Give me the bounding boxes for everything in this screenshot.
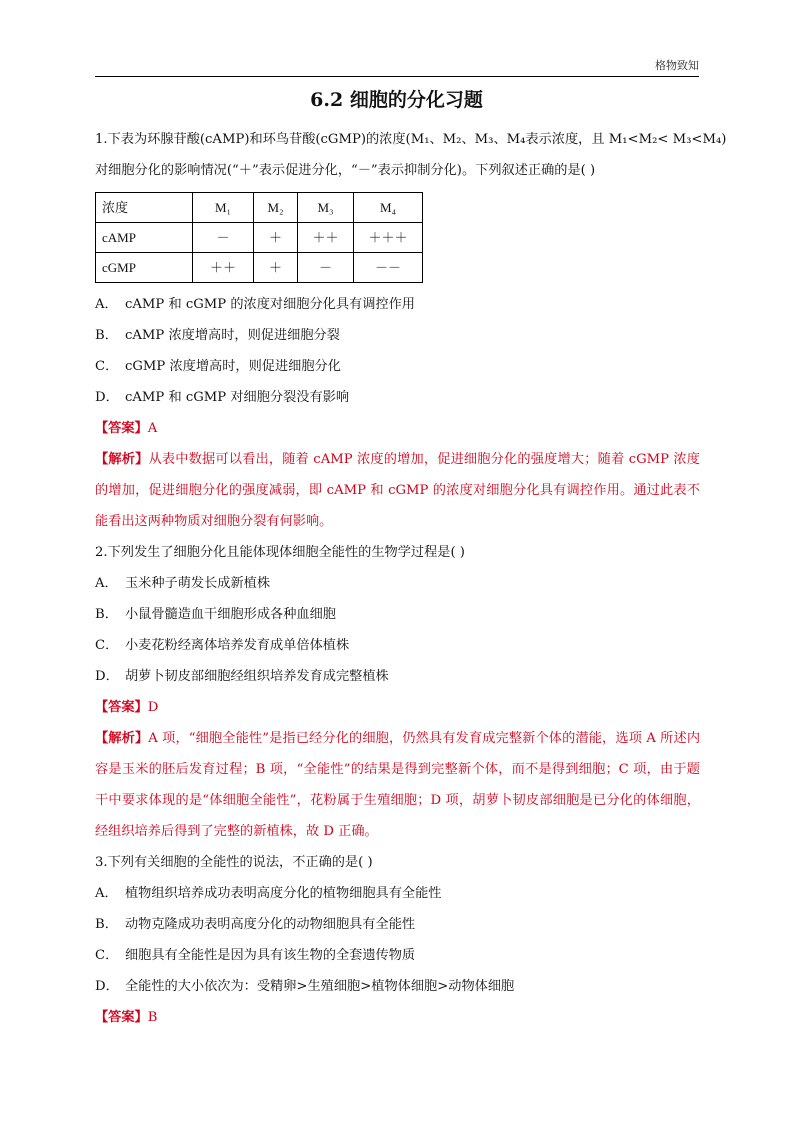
header-rule (95, 76, 699, 77)
option-text: cAMP 和 cGMP 的浓度对细胞分化具有调控作用 (125, 297, 415, 312)
q1-option-b (95, 320, 700, 351)
table-cell: －－ (354, 253, 423, 283)
q3-option-d (95, 971, 700, 1002)
q2-stem: 2.下列发生了细胞分化且能体现体细胞全能性的生物学过程是( ) (95, 545, 465, 560)
option-label: D． (95, 390, 119, 405)
q1-option-c (95, 351, 700, 382)
option-label: C． (95, 359, 119, 374)
option-text: 植物组织培养成功表明高度分化的植物细胞具有全能性 (125, 886, 442, 901)
table-header-cell: M₃ (298, 193, 354, 223)
option-text: 动物克隆成功表明高度分化的动物细胞具有全能性 (125, 917, 416, 932)
q2-answer (95, 692, 700, 723)
q1-stem-line2: 对细胞分化的影响情况(“＋”表示促进分化，“－”表示抑制分化)。下列叙述正确的是( ) (95, 163, 596, 178)
option-text: 小鼠骨髓造血干细胞形成各种血细胞 (125, 607, 336, 622)
option-label: D． (95, 979, 119, 994)
analysis-text: 从表中数据可以看出，随着 cAMP 浓度的增加，促进细胞分化的强度增大；随着 cGMP 浓度的增加，促进细胞分化的强度减弱，即 cAMP 和 cGMP 的浓度对细胞分化具有调控作用。通过此表不能看出这两种物质对细胞分裂有何影响。 (95, 452, 700, 529)
option-label: B． (95, 328, 118, 343)
q3-option-b (95, 909, 700, 940)
answer-value: D (147, 700, 159, 715)
table-cell: cAMP (96, 223, 193, 253)
option-text: 细胞具有全能性是因为具有该生物的全套遗传物质 (125, 948, 416, 963)
option-text: 全能性的大小依次为：受精卵>生殖细胞>植物体细胞>动物体细胞 (125, 979, 515, 994)
q2-option-a (95, 568, 700, 599)
option-text: cAMP 浓度增高时，则促进细胞分裂 (125, 328, 340, 343)
table-row (96, 253, 423, 283)
option-text: 小麦花粉经离体培养发育成单倍体植株 (125, 638, 350, 653)
q3-stem: 3.下列有关细胞的全能性的说法，不正确的是( ) (95, 855, 373, 870)
option-label: D． (95, 669, 119, 684)
q1-answer (95, 413, 700, 444)
option-label: A． (95, 886, 118, 901)
option-label: B． (95, 917, 118, 932)
table-header-cell: M₁ (193, 193, 254, 223)
option-text: 胡萝卜韧皮部细胞经组织培养发育成完整植株 (125, 669, 389, 684)
q1-option-a (95, 289, 700, 320)
q1-option-d (95, 382, 700, 413)
table-row (96, 223, 423, 253)
option-text: 玉米种子萌发长成新植株 (125, 576, 271, 591)
answer-value: B (147, 1010, 158, 1025)
table-cell: － (298, 253, 354, 283)
page-title: 6.2 细胞的分化习题 (310, 89, 483, 111)
answer-tag: 【答案】 (95, 421, 148, 436)
q2-option-c (95, 630, 700, 661)
q3-answer (95, 1002, 700, 1033)
table-cell: ＋＋＋ (354, 223, 423, 253)
table-cell: － (193, 223, 254, 253)
answer-tag: 【答案】 (95, 700, 148, 715)
q1-table (95, 192, 423, 283)
q3-option-a (95, 878, 700, 909)
option-label: C． (95, 638, 119, 653)
document-body (95, 124, 727, 1033)
option-label: B． (95, 607, 118, 622)
header-text: 格物致知 (655, 59, 699, 72)
q2-analysis (95, 723, 700, 847)
option-label: A． (95, 297, 118, 312)
q3-option-c (95, 940, 700, 971)
table-header-cell: M₂ (254, 193, 298, 223)
q2-option-d (95, 661, 700, 692)
answer-tag: 【答案】 (95, 1010, 148, 1025)
option-text: cAMP 和 cGMP 对细胞分裂没有影响 (125, 390, 350, 405)
analysis-tag: 【解析】 (95, 452, 149, 467)
option-label: A． (95, 576, 118, 591)
table-header-cell: M₄ (354, 193, 423, 223)
option-text: cGMP 浓度增高时，则促进细胞分化 (125, 359, 341, 374)
answer-value: A (147, 421, 158, 436)
table-cell: cGMP (96, 253, 193, 283)
table-cell: ＋＋ (298, 223, 354, 253)
table-header-cell: 浓度 (96, 193, 193, 223)
table-cell: ＋＋ (193, 253, 254, 283)
analysis-text: A 项，“细胞全能性”是指已经分化的细胞，仍然具有发育成完整新个体的潜能，选项 A 所述内容是玉米的胚后发育过程；B 项，“全能性”的结果是得到完整新个体，而不是得到细胞；C 项，由于题干中要求体现的是“体细胞全能性”，花粉属于生殖细胞；D 项，胡萝卜韧皮部细胞是已分化的体细胞，经组织培养后得到了完整的新植株，故 D 正确。 (95, 731, 701, 839)
q1-analysis (95, 444, 700, 537)
q2-option-b (95, 599, 700, 630)
analysis-tag: 【解析】 (95, 731, 149, 746)
q1-stem-line1: 1.下表为环腺苷酸(cAMP)和环鸟苷酸(cGMP)的浓度(M₁、M₂、M₃、M₄表示浓度，且 M₁<M₂< M₃<M₄) (95, 132, 727, 147)
table-header-row (96, 193, 423, 223)
option-label: C． (95, 948, 119, 963)
table-cell: ＋ (254, 253, 298, 283)
table-cell: ＋ (254, 223, 298, 253)
